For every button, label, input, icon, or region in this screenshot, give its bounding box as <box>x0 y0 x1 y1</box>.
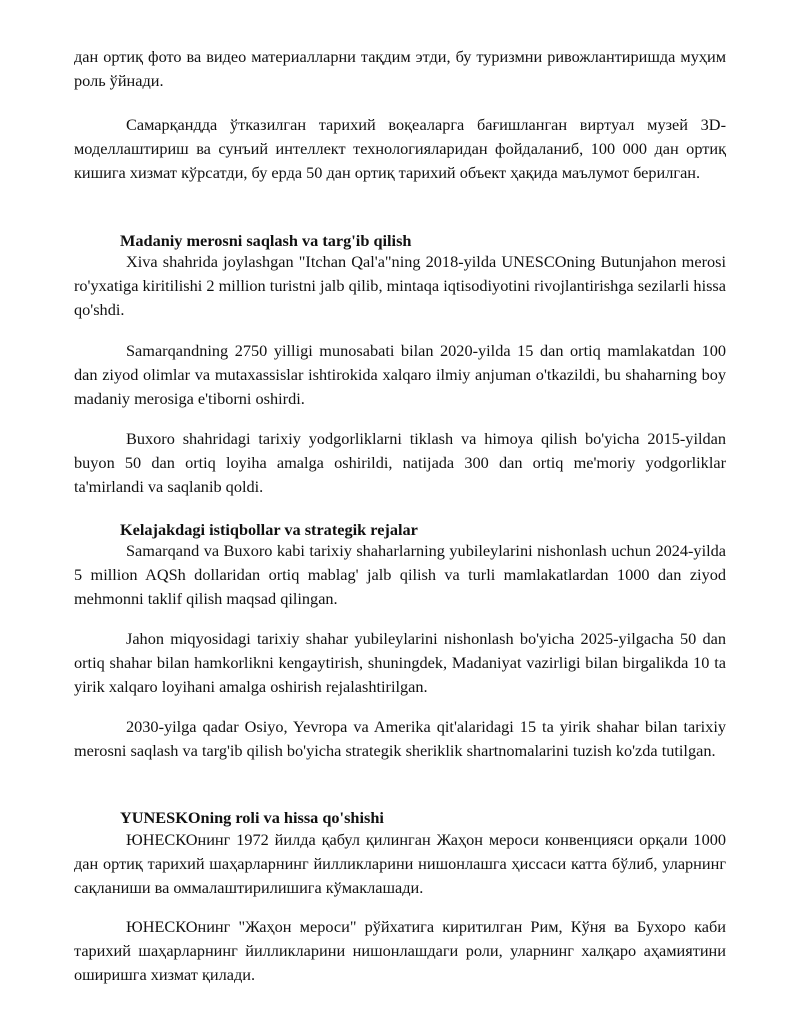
paragraph-samarkand-2750: Samarqandning 2750 yilligi munosabati bilan 2020-yilda 15 dan ortiq mamlakatdan 100 dan ziyod olimlar va mutaxassislar ishtirokida xalqaro ilmiy anjuman o'tkazildi, bu shaharning boy madaniy merosiga e'tiborni oshirdi. <box>74 341 726 409</box>
paragraph-unesco-convention: ЮНЕСКОнинг 1972 йилда қабул қилинган Жаҳон мероси конвенцияси орқали 1000 дан ортиқ тарихий шаҳарларнинг йилликларини нишонлашга ҳиссаси катта бўлиб, уларнинг сақланиши ва оммалаштирилишига кўмаклашади. <box>74 830 726 898</box>
paragraph-jubilee-funding: Samarqand va Buxoro kabi tarixiy shaharlarning yubileylarini nishonlash uchun 2024-yilda 5 million AQSh dollaridan ortiq mablag' jalb qilish va turli mamlakatlardan 1000 dan ziyod mehmonni taklif qilish maqsad qilingan. <box>74 541 726 609</box>
paragraph-samarkand-virtual-museum: Самарқандда ўтказилган тарихий воқеаларга бағишланган виртуал музей 3D-моделлаштириш ва сунъий интеллект технологияларидан фойдаланиб, 100 000 дан ортиқ кишига хизмат кўрсатди, бу ерда 50 дан ортиқ тарихий объект ҳақида маълумот берилган. <box>74 115 726 183</box>
section-heading-future: Kelajakdagi istiqbollar va strategik rejalar <box>120 520 418 539</box>
paragraph-partnerships-2030: 2030-yilga qadar Osiyo, Yevropa va Amerika qit'alaridagi 15 ta yirik shahar bilan tarixiy merosni saqlash va targ'ib qilish bo'yicha strategik sheriklik shartnomalarini tuzish ko'zda tutilgan. <box>74 717 726 761</box>
section-heading-unesco: YUNESKOning roli va hissa qo'shishi <box>120 808 384 827</box>
paragraph-itchan-qala: Xiva shahrida joylashgan "Itchan Qal'a"ning 2018-yilda UNESCOning Butunjahon merosi ro'yxatiga kiritilishi 2 million turistni jalb qilib, mintaqa iqtisodiyotini rivojlantirishga sezilarli hissa qo'shdi. <box>74 252 726 320</box>
paragraph-continuation: дан ортиқ фото ва видео материалларни тақдим этди, бу туризмни ривожлантиришда муҳим роль ўйнади. <box>74 47 726 91</box>
paragraph-cooperation-2025: Jahon miqyosidagi tarixiy shahar yubileylarini nishonlash bo'yicha 2025-yilgacha 50 dan ortiq shahar bilan hamkorlikni kengaytirish, shuningdek, Madaniyat vazirligi bilan birgalikda 10 ta yirik xalqaro loyihani amalga oshirish rejalashtirilgan. <box>74 629 726 697</box>
paragraph-unesco-list: ЮНЕСКОнинг "Жаҳон мероси" рўйхатига киритилган Рим, Кўня ва Бухоро каби тарихий шаҳарларнинг йилликларини нишонлашдаги роли, уларнинг халқаро аҳамиятини оширишга хизмат қилади. <box>74 917 726 985</box>
section-heading-heritage: Madaniy merosni saqlash va targ'ib qilish <box>120 231 412 250</box>
paragraph-bukhara-restoration: Buxoro shahridagi tarixiy yodgorliklarni tiklash va himoya qilish bo'yicha 2015-yildan buyon 50 dan ortiq loyiha amalga oshirildi, natijada 300 dan ortiq me'moriy yodgorliklar ta'mirlandi va saqlanib qoldi. <box>74 429 726 497</box>
